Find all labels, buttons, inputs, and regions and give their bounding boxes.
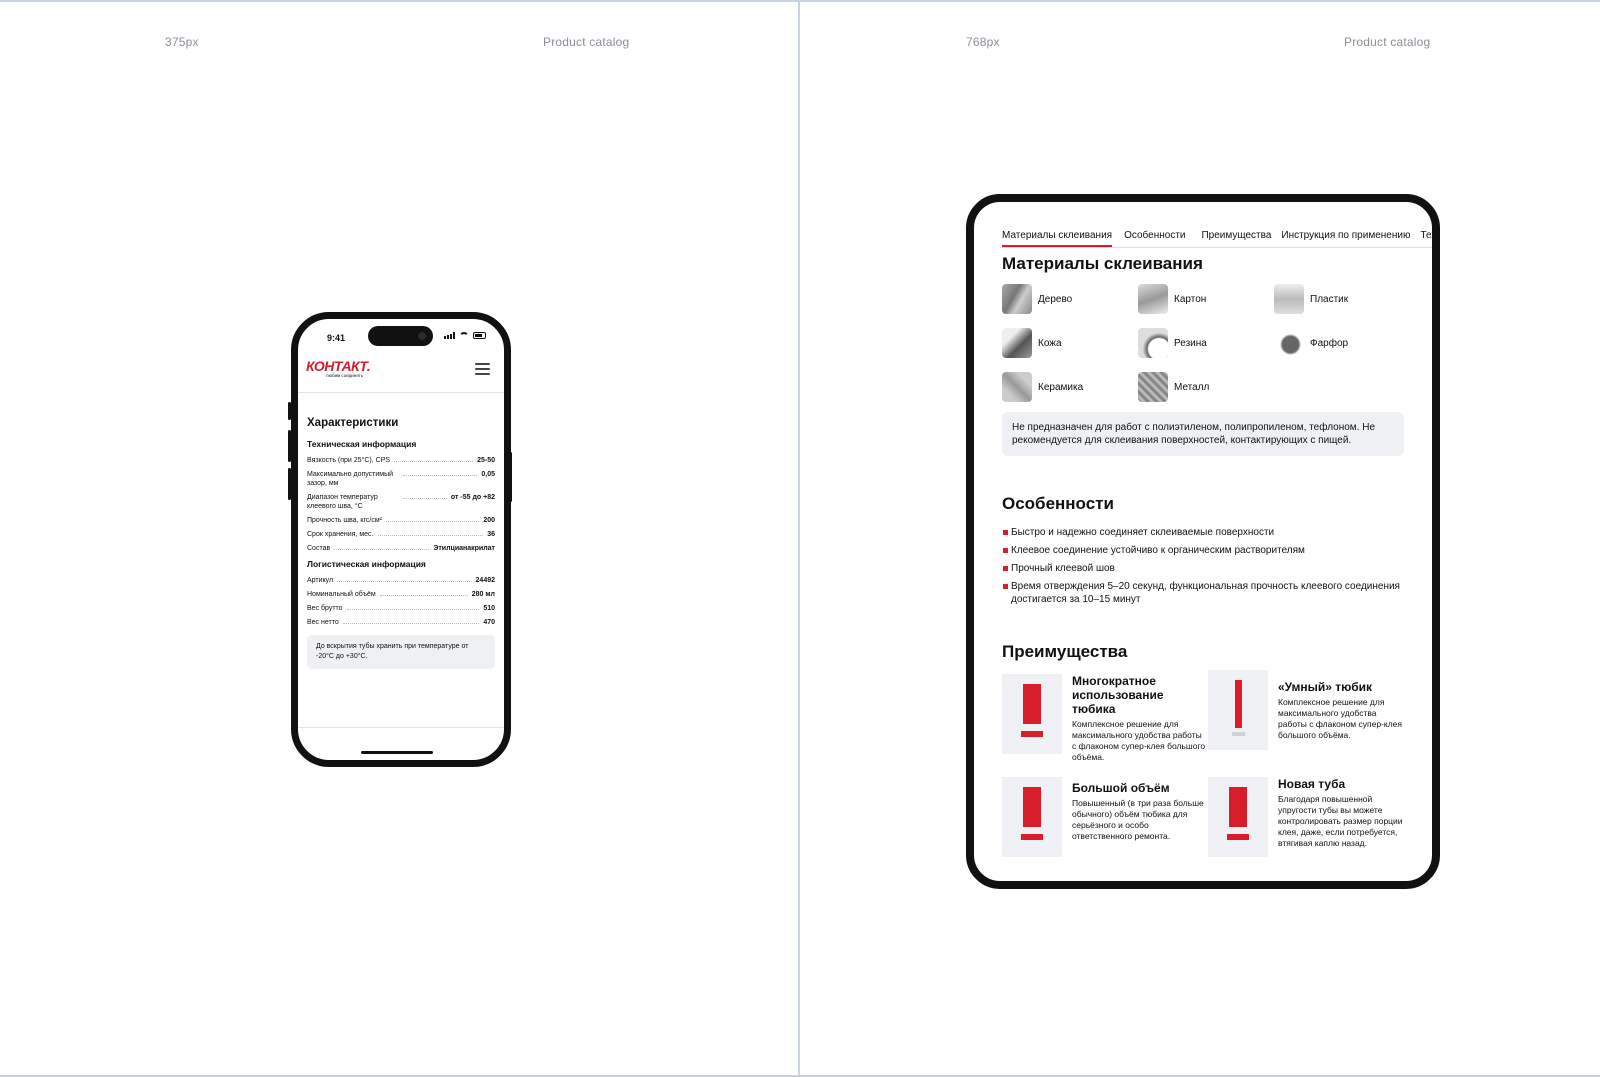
metal-icon (1138, 372, 1168, 402)
wood-icon (1002, 284, 1032, 314)
materials-warning: Не предназначен для работ с полиэтиленом, полипропиленом, тефлоном. Не рекомендуется для склеивания поверхностей, контактирующих с пищей. (1002, 412, 1404, 456)
feature-item: Время отверждения 5–20 секунд, функциональная прочность клеевого соединения достигается за 10–15 минут (1002, 580, 1404, 606)
system-icons (444, 332, 486, 339)
logistics-row: Артикул 24492 (307, 577, 495, 584)
mobile-device (291, 312, 511, 767)
materials-heading: Материалы склеивания (1002, 254, 1203, 273)
advantage-text: Благодаря повышенной упругости тубы вы можете контролировать размер порции клея, даже, если потребуется, втягивая каплю назад. (1278, 794, 1403, 848)
mobile-frame-title: Product catalog (543, 35, 630, 49)
porcelain-icon (1274, 328, 1304, 358)
material-item: Резина (1138, 328, 1274, 358)
tablet-content (1002, 254, 1404, 857)
section-divider (298, 727, 504, 728)
advantage-card (1002, 777, 1208, 857)
tablet-frame-title: Product catalog (1344, 35, 1431, 49)
battery-icon (473, 332, 486, 339)
spec-row: Вязкость (при 25°С), CPS 25-50 (307, 457, 495, 464)
tube-image (1002, 777, 1062, 857)
tab-instructions[interactable]: Инструкция по применению (1281, 230, 1411, 241)
spec-row: Диапазон температур клеевого шва, °С от -55 до +82 (307, 494, 495, 510)
material-item: Фарфор (1274, 328, 1404, 358)
menu-icon[interactable] (475, 363, 490, 375)
advantages-grid (1002, 674, 1404, 857)
status-time: 9:41 (327, 333, 346, 343)
material-item: Кожа (1002, 328, 1138, 358)
tab-advantages[interactable]: Преимущества (1201, 230, 1272, 241)
logistics-row: Номинальный объём 280 мл (307, 591, 495, 598)
frame-divider (798, 2, 800, 1075)
characteristics-section (298, 393, 504, 669)
advantage-text: Комплексное решение для максимального удобства работы с флаконом супер-клея большого объёма. (1072, 719, 1206, 762)
signal-icon (444, 332, 455, 339)
material-item: Пластик (1274, 284, 1404, 314)
rubber-icon (1138, 328, 1168, 358)
tablet-device (966, 194, 1440, 889)
material-item: Керамика (1002, 372, 1138, 402)
brand-logo[interactable] (306, 358, 370, 378)
logistics-row: Вес брутто 510 (307, 605, 495, 612)
feature-item: Быстро и надежно соединяет склеиваемые поверхности (1002, 526, 1404, 539)
advantage-card (1208, 670, 1404, 763)
advantage-card (1002, 674, 1208, 763)
ceramic-icon (1002, 372, 1032, 402)
spec-row: Максимально допустимый зазор, мм 0,05 (307, 471, 495, 487)
advantage-title: Многократное использование тюбика (1072, 674, 1164, 716)
leather-icon (1002, 328, 1032, 358)
advantage-title: Новая туба (1278, 777, 1346, 791)
tab-materials[interactable]: Материалы склеивания (1002, 226, 1112, 247)
cardboard-icon (1138, 284, 1168, 314)
materials-grid (1002, 284, 1404, 402)
tab-tech[interactable]: Тех (1420, 230, 1437, 241)
advantage-text: Повышенный (в три раза больше обычного) объём тюбика для серьёзного и особо ответственного ремонта. (1072, 798, 1204, 841)
features-heading: Особенности (1002, 494, 1114, 513)
logo-wordmark: КОНТАКТ. (306, 358, 371, 374)
spec-row: Срок хранения, мес. 36 (307, 531, 495, 538)
status-bar (298, 319, 504, 353)
spec-row: Состав Этилцианакрилат (307, 545, 495, 552)
tube-image (1002, 674, 1062, 754)
plastic-icon (1274, 284, 1304, 314)
logistics-row: Вес нетто 470 (307, 619, 495, 626)
advantage-text: Комплексное решение для максимального удобства работы с флаконом супер-клея большого объёма. (1278, 697, 1402, 740)
wifi-icon (459, 332, 469, 339)
tablet-size-label: 768px (966, 35, 1000, 49)
material-item: Дерево (1002, 284, 1138, 314)
dynamic-island (368, 326, 433, 346)
advantages-heading: Преимущества (1002, 642, 1128, 661)
feature-item: Клеевое соединение устойчиво к органическим растворителям (1002, 544, 1404, 557)
tube-image (1208, 670, 1268, 750)
feature-item: Прочный клеевой шов (1002, 562, 1404, 575)
characteristics-heading: Характеристики (307, 417, 399, 429)
tube-image (1208, 777, 1268, 857)
advantage-card (1208, 777, 1404, 857)
tech-info-heading: Техническая информация (307, 439, 417, 449)
logo-tagline: любим соединять (326, 373, 364, 378)
storage-note: До вскрытия тубы хранить при температуре от -20°С до +30°С. (307, 635, 495, 669)
mobile-size-label: 375px (165, 35, 199, 49)
material-item: Металл (1138, 372, 1274, 402)
home-indicator[interactable] (361, 751, 433, 754)
advantage-title: «Умный» тюбик (1278, 680, 1373, 694)
logistics-heading: Логистическая информация (307, 559, 426, 569)
mobile-header (298, 353, 504, 393)
tab-features[interactable]: Особенности (1124, 230, 1186, 241)
spec-row: Прочность шва, кгс/см² 200 (307, 517, 495, 524)
advantage-title: Большой объём (1072, 781, 1170, 795)
section-tabs (1002, 226, 1437, 248)
material-item: Картон (1138, 284, 1274, 314)
